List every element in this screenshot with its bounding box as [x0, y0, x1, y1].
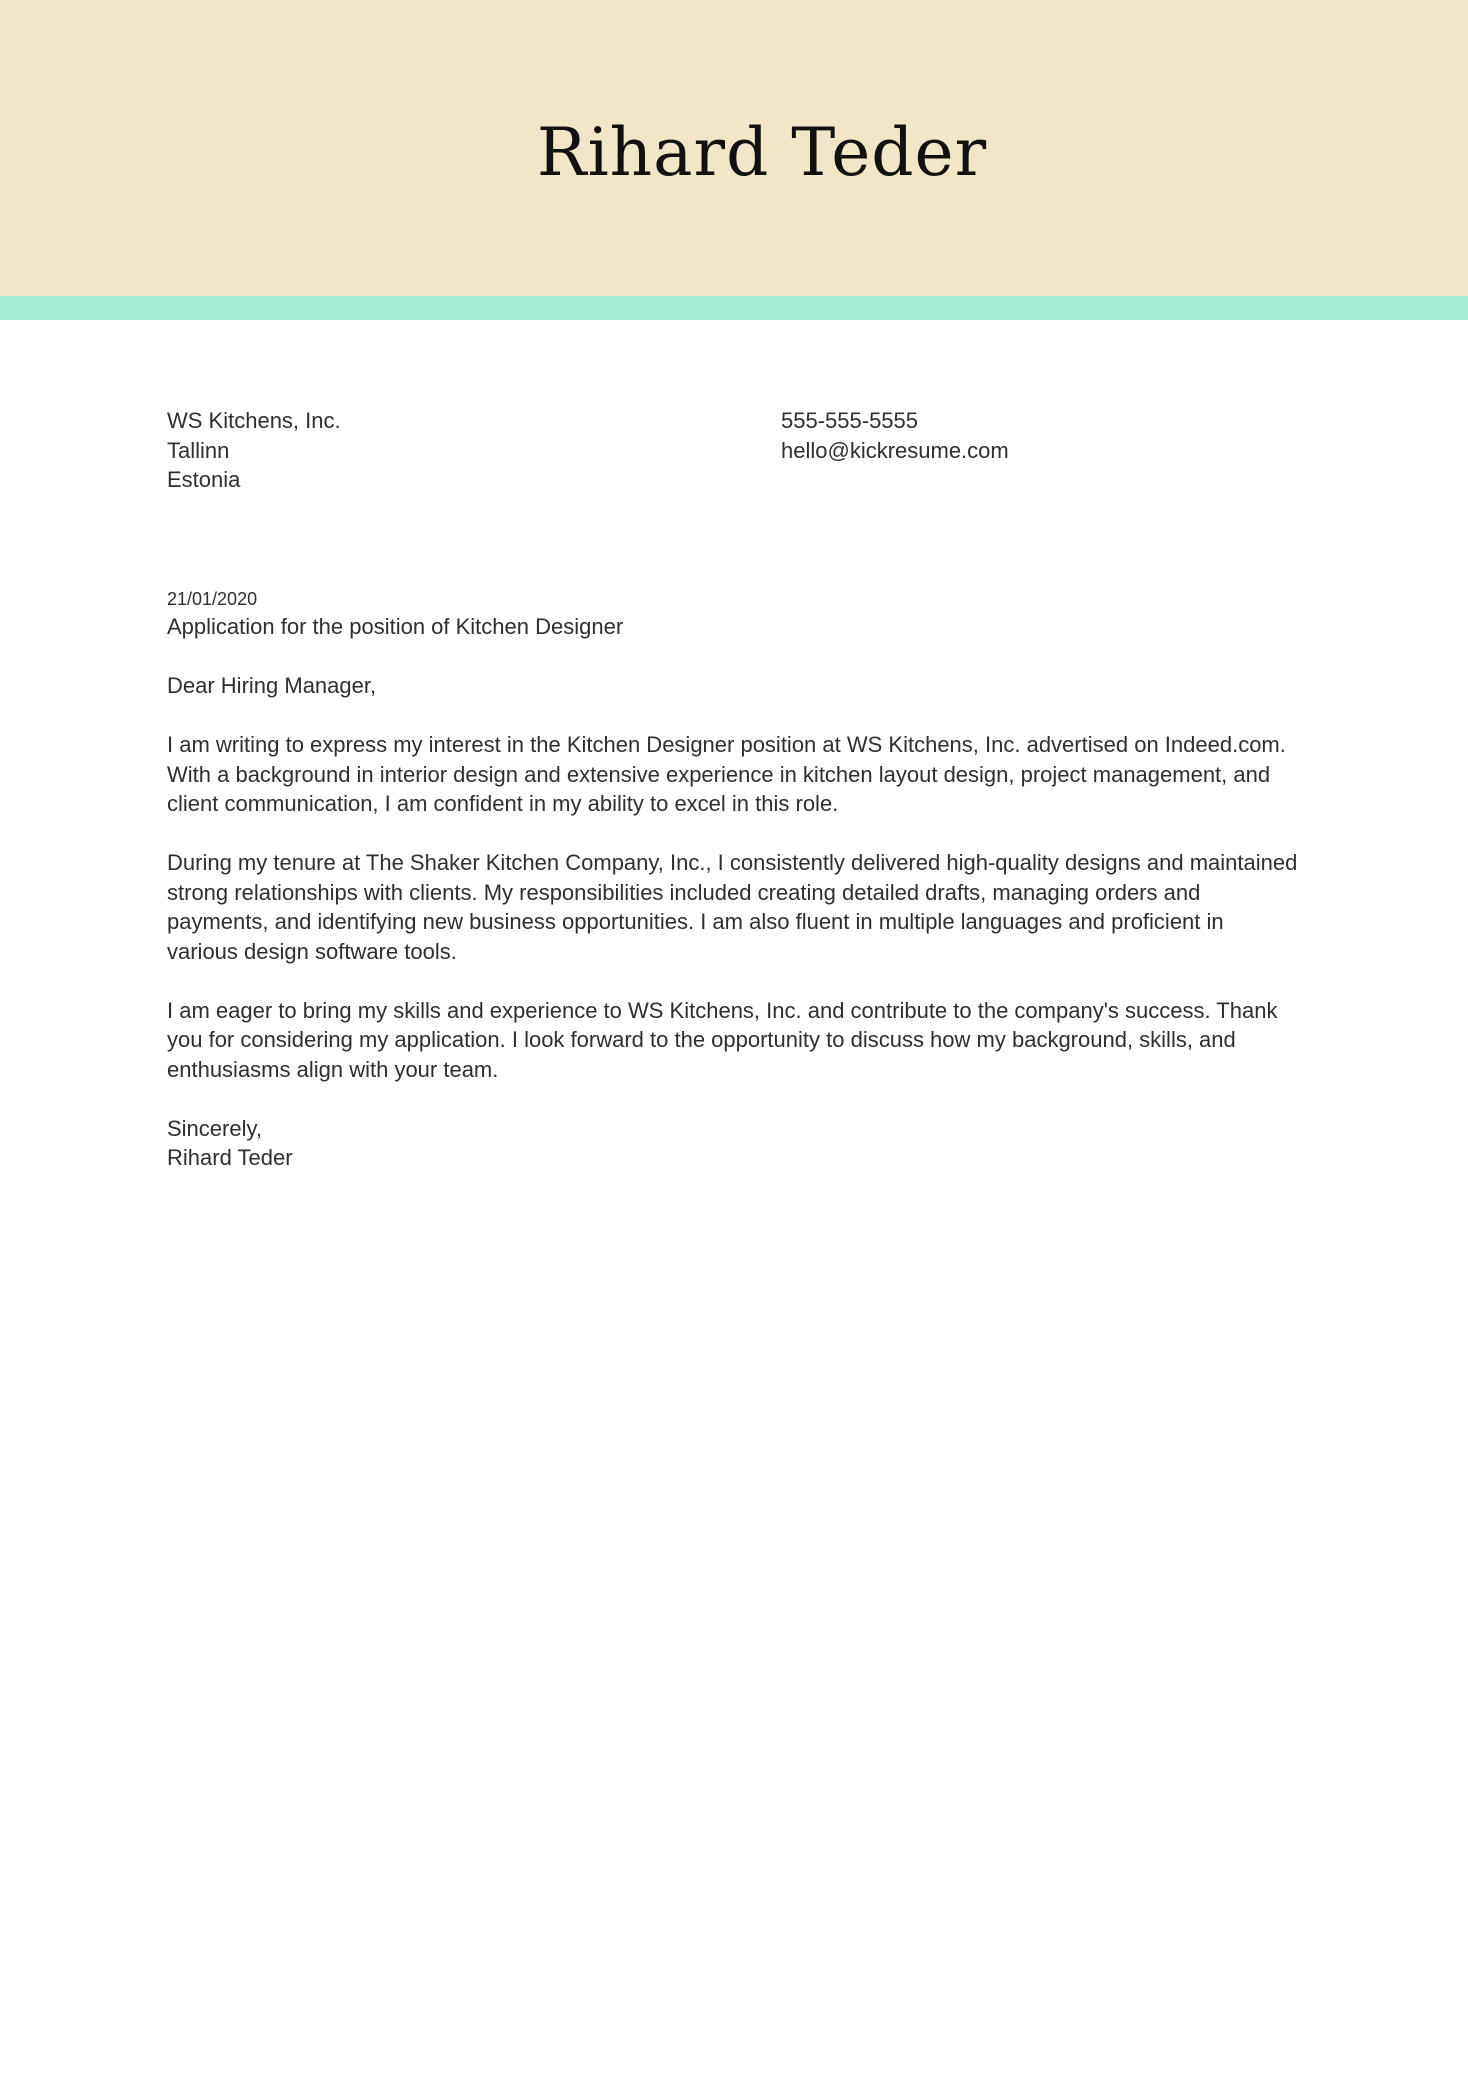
contact-phone: 555-555-5555 [781, 408, 919, 433]
accent-bar [0, 296, 1468, 320]
letter-signoff [167, 1114, 1357, 1173]
paragraph-line: enthusiasms align with your team. [167, 1056, 499, 1082]
letter-closing: Sincerely, [167, 1115, 262, 1141]
paragraph-line: With a background in interior design and extensive experience in kitchen layout design, project management, and [167, 761, 1271, 787]
letter-body [167, 586, 1357, 1173]
paragraph-line: you for considering my application. I look forward to the opportunity to discuss how my background, skills, and [167, 1027, 1236, 1052]
recipient-country: Estonia [167, 467, 241, 492]
letter-greeting: Dear Hiring Manager, [167, 673, 377, 698]
header-banner [0, 0, 1468, 296]
recipient-address [167, 406, 727, 495]
paragraph-line: payments, and identifying new business opportunities. I am also fluent in multiple languages and proficient in [167, 909, 1224, 934]
applicant-name: Rihard Teder [536, 114, 988, 191]
letter-signature: Rihard Teder [167, 1145, 293, 1170]
paragraph-line: I am eager to bring my skills and experience to WS Kitchens, Inc. and contribute to the company's success. Thank [167, 997, 1278, 1023]
letter-subject: Application for the position of Kitchen Designer [167, 614, 624, 639]
letter-paragraph-3 [167, 996, 1357, 1085]
letter-paragraph-1 [167, 730, 1357, 819]
contact-email: hello@kickresume.com [781, 437, 1009, 463]
letter-date: 21/01/2020 [167, 589, 258, 609]
paragraph-line: I am writing to express my interest in the Kitchen Designer position at WS Kitchens, Inc. advertised on Indeed.com. [167, 732, 1286, 757]
recipient-company: WS Kitchens, Inc. [167, 408, 341, 433]
contact-info [781, 406, 1341, 465]
paragraph-line: During my tenure at The Shaker Kitchen Company, Inc., I consistently delivered high-quality designs and maintained [167, 850, 1298, 875]
paragraph-line: client communication, I am confident in my ability to excel in this role. [167, 791, 839, 816]
letter-paragraph-2 [167, 848, 1357, 966]
recipient-city: Tallinn [167, 437, 230, 463]
paragraph-line: strong relationships with clients. My responsibilities included creating detailed drafts, managing orders and [167, 879, 1201, 905]
paragraph-line: various design software tools. [167, 938, 457, 964]
